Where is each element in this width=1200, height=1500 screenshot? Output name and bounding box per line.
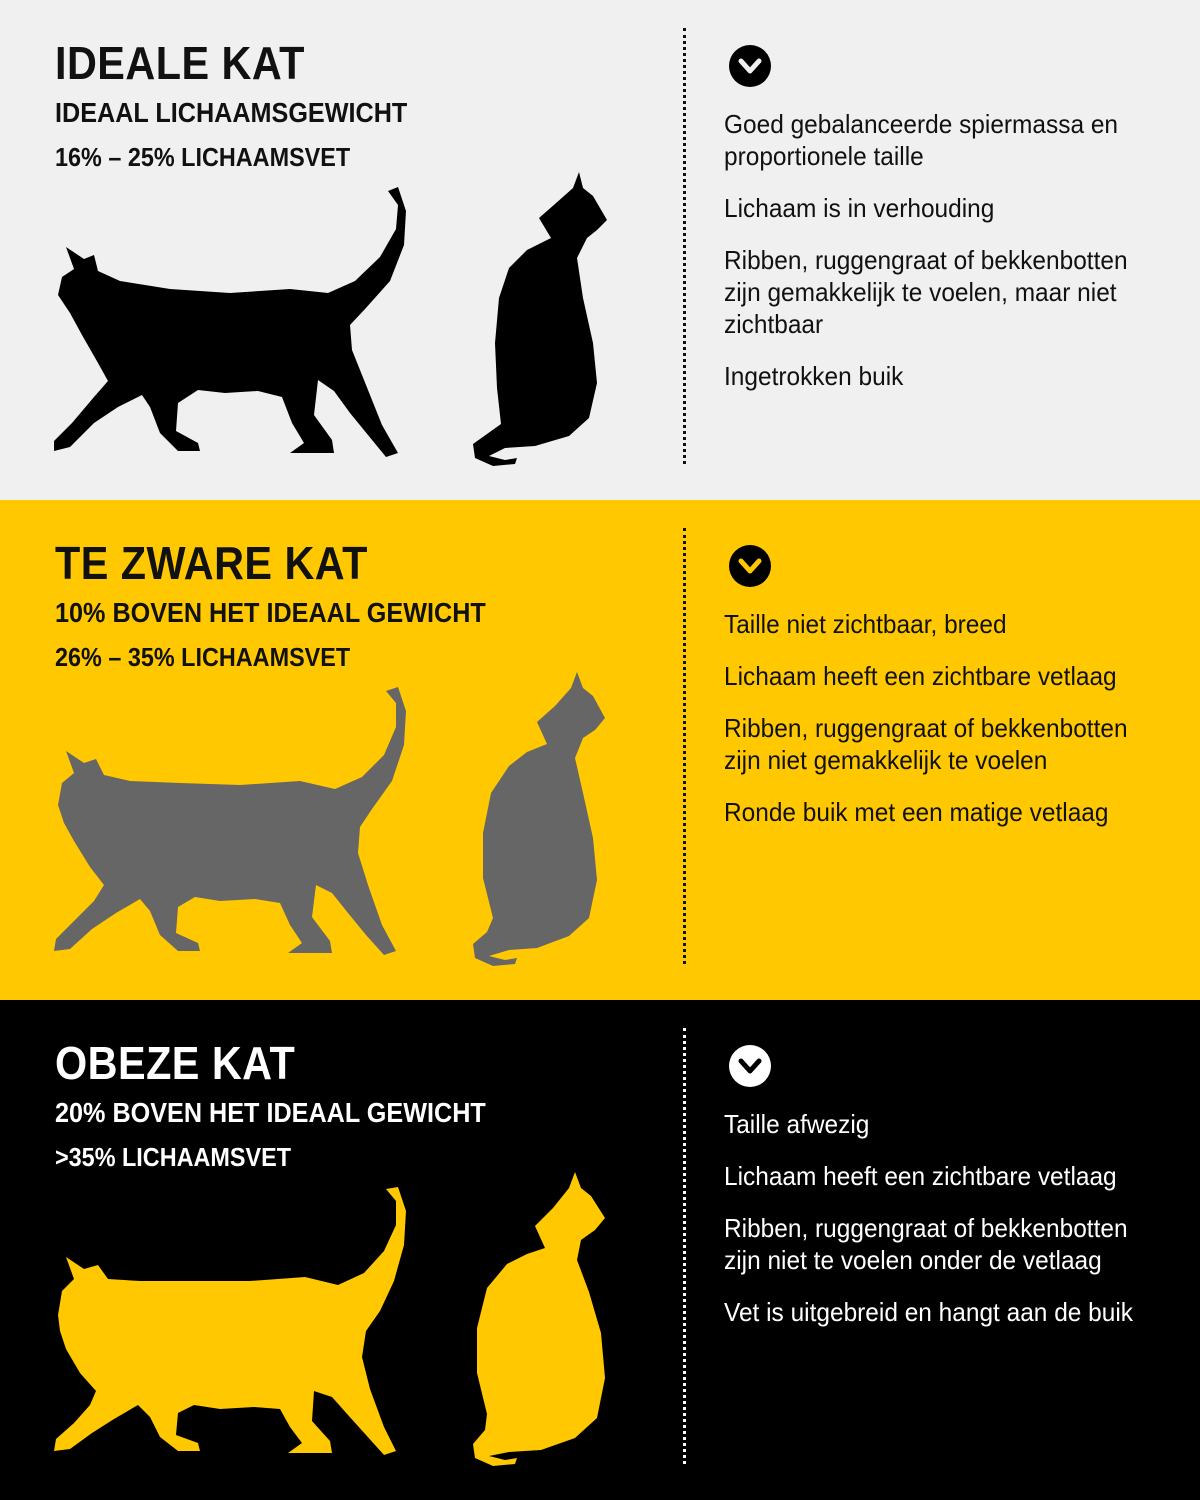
trait-item: Taille afwezig [724, 1109, 870, 1139]
section-subtitle: IDEAAL LICHAAMSGEWICHT [55, 97, 408, 128]
trait-item: Taille niet zichtbaar, breed [724, 609, 1007, 639]
body-fat-range: 26% – 35% LICHAAMSVET [55, 642, 351, 672]
section-title: OBEZE KAT [55, 1037, 296, 1089]
dotted-divider [683, 28, 686, 464]
chevron-down-circle-icon [728, 544, 772, 588]
walking-cat-icon [50, 685, 410, 970]
section-overweight-cat [0, 500, 1200, 1000]
chevron-down-circle-icon [728, 44, 772, 88]
body-fat-range: >35% LICHAAMSVET [55, 1142, 292, 1172]
trait-item: Ribben, ruggengraat of bekkenbotten zijn niet te voelen onder de vetlaag [724, 1213, 1128, 1275]
dotted-divider [683, 1028, 686, 1464]
trait-item: Ribben, ruggengraat of bekkenbotten zijn niet gemakkelijk te voelen [724, 713, 1128, 775]
trait-item: Ronde buik met een matige vetlaag [724, 797, 1109, 827]
section-subtitle: 20% BOVEN HET IDEAAL GEWICHT [55, 1097, 486, 1128]
section-obese-cat [0, 1000, 1200, 1500]
trait-item: Lichaam heeft een zichtbare vetlaag [724, 1161, 1117, 1191]
section-subtitle: 10% BOVEN HET IDEAAL GEWICHT [55, 597, 486, 628]
section-ideal-cat [0, 0, 1200, 500]
walking-cat-icon [50, 185, 410, 470]
dotted-divider [683, 528, 686, 964]
body-fat-range: 16% – 25% LICHAAMSVET [55, 142, 351, 172]
section-title: IDEALE KAT [55, 37, 305, 89]
trait-list [724, 108, 1174, 412]
trait-item: Goed gebalanceerde spiermassa en proportionele taille [724, 109, 1119, 171]
sitting-cat-icon [465, 1168, 615, 1468]
trait-item: Vet is uitgebreid en hangt aan de buik [724, 1297, 1134, 1327]
trait-item: Lichaam heeft een zichtbare vetlaag [724, 661, 1117, 691]
sitting-cat-icon [465, 668, 615, 968]
trait-list [724, 608, 1174, 848]
section-title: TE ZWARE KAT [55, 537, 368, 589]
sitting-cat-icon [465, 168, 615, 468]
trait-item: Ingetrokken buik [724, 361, 904, 391]
walking-cat-icon [50, 1185, 410, 1470]
chevron-down-circle-icon [728, 1044, 772, 1088]
trait-item: Ribben, ruggengraat of bekkenbotten zijn gemakkelijk te voelen, maar niet zichtbaar [724, 245, 1128, 339]
trait-list [724, 1108, 1174, 1348]
trait-item: Lichaam is in verhouding [724, 193, 995, 223]
